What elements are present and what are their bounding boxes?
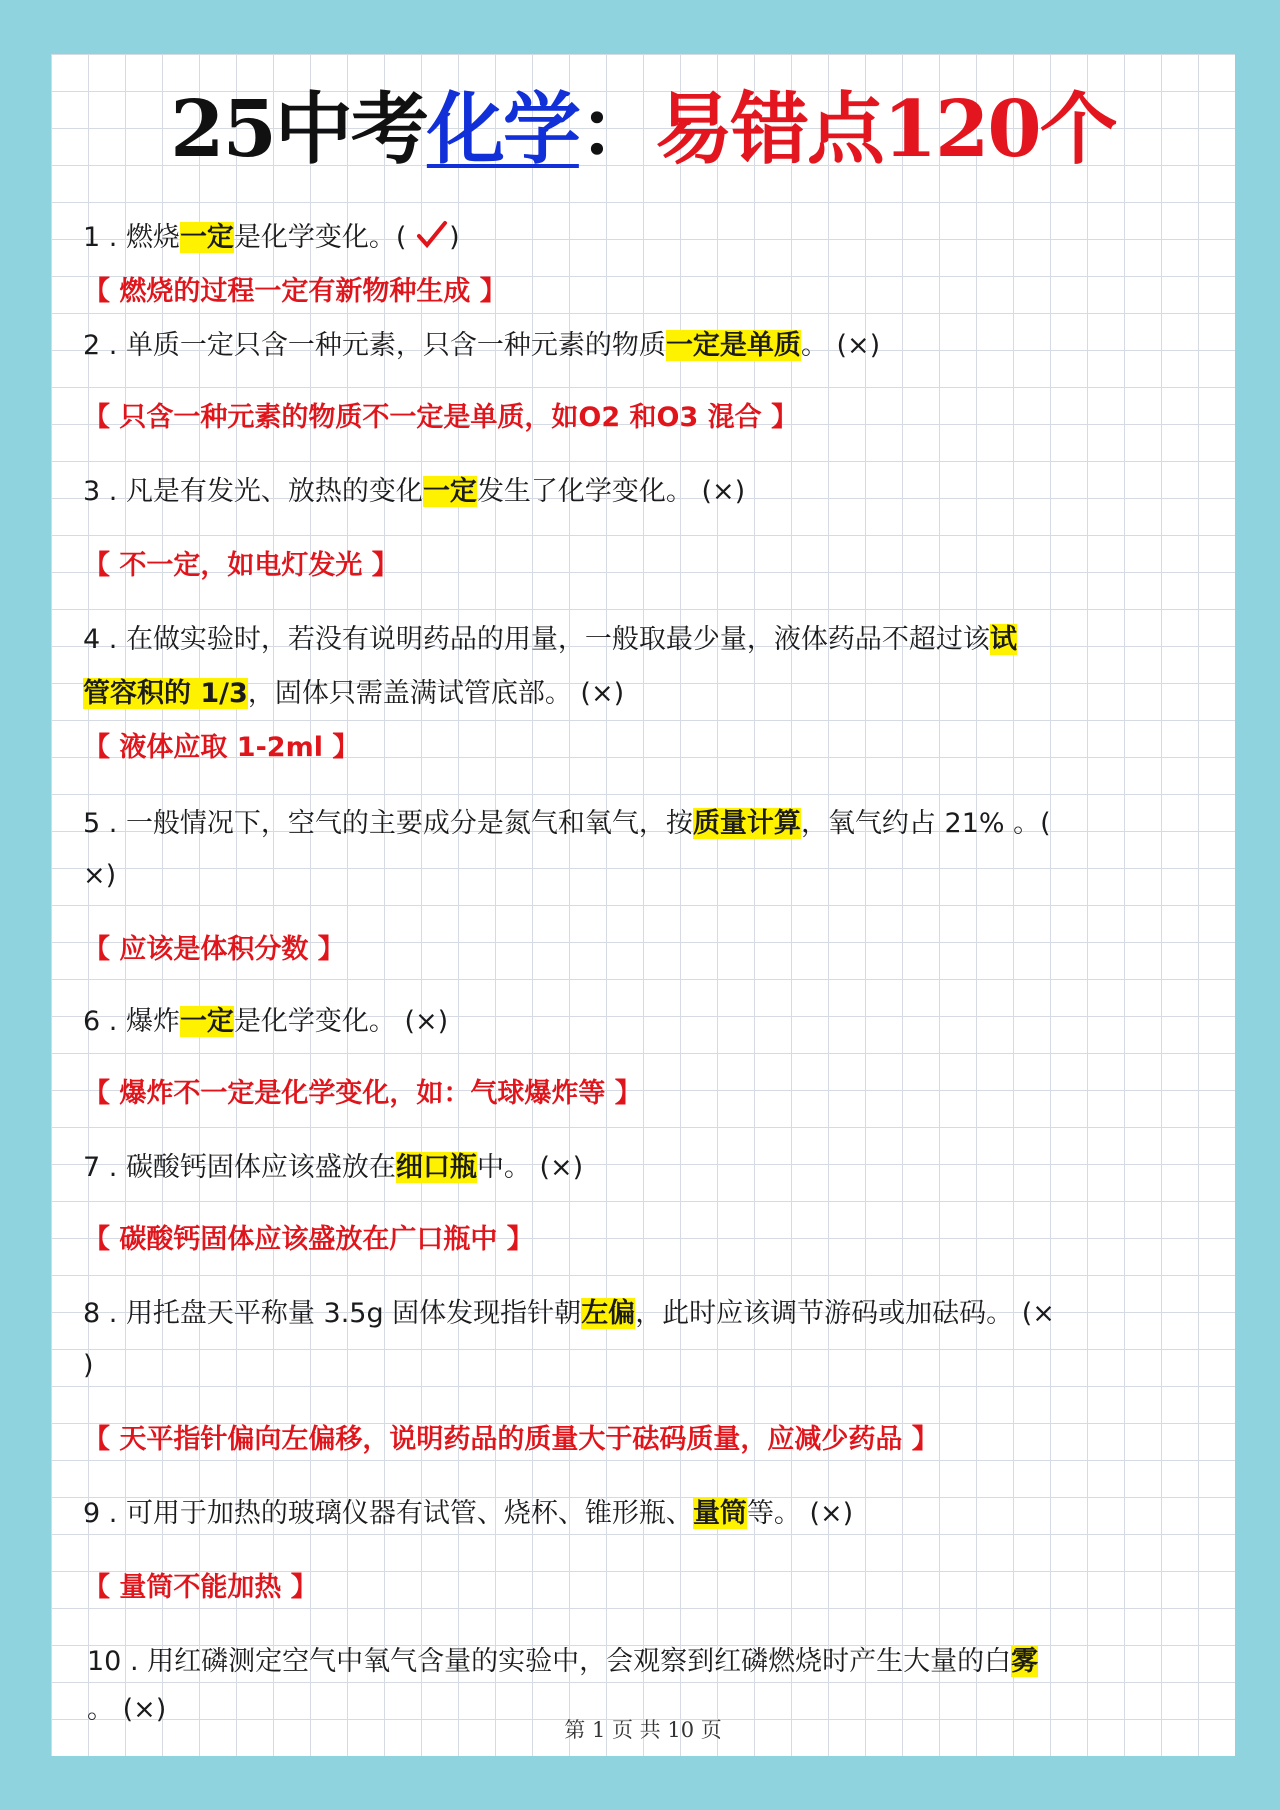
answer-2: 【 只含一种元素的物质不一定是单质，如O2 和O3 混合 】 <box>83 402 799 433</box>
question-text: 用托盘天平称量 3.5g 固体发现指针朝 <box>125 1298 582 1329</box>
answer-1: 【 燃烧的过程一定有新物种生成 】 <box>83 276 507 307</box>
title-colon: ： <box>578 84 655 175</box>
question-text: 爆炸 <box>125 1006 180 1037</box>
question-10 <box>87 1642 1205 1682</box>
question-text: 可用于加热的玻璃仪器有试管、烧杯、锥形瓶、 <box>125 1498 693 1529</box>
question-number: 1 . <box>83 222 126 253</box>
answer-8: 【 天平指针偏向左偏移，说明药品的质量大于砝码质量，应减少药品 】 <box>83 1424 939 1455</box>
question-7 <box>83 1148 1205 1188</box>
answer-7: 【 碳酸钙固体应该盛放在广口瓶中 】 <box>83 1224 534 1255</box>
question-5 <box>83 804 1205 844</box>
page-footer: 第 1 页 共 10 页 <box>564 1718 722 1742</box>
question-number: 8 . <box>83 1298 126 1329</box>
highlight: 量筒 <box>692 1498 747 1529</box>
question-4-continued <box>83 674 1205 714</box>
question-9 <box>83 1494 1205 1534</box>
question-3 <box>83 472 1205 512</box>
question-text: 碳酸钙固体应该盛放在 <box>125 1152 396 1183</box>
question-text: 是化学变化。 (×) <box>233 1006 449 1037</box>
question-1 <box>83 218 1205 258</box>
question-8 <box>83 1294 1205 1334</box>
check-icon <box>415 220 449 250</box>
question-5-continued: ×) <box>83 860 117 891</box>
question-4 <box>83 620 1205 660</box>
highlight: 一定是单质 <box>665 330 801 361</box>
highlight: 一定 <box>179 222 234 253</box>
question-text: 是化学变化。( <box>233 222 416 253</box>
worksheet-page <box>51 54 1235 1756</box>
question-2 <box>83 326 1205 366</box>
question-6 <box>83 1002 1205 1042</box>
question-text: ，氧气约占 21% 。( <box>800 808 1051 839</box>
question-8-continued: ) <box>83 1350 94 1381</box>
highlight: 试 <box>989 624 1017 655</box>
page-title <box>51 80 1235 180</box>
title-topic: 易错点120个 <box>654 84 1116 175</box>
question-text: 用红磷测定空气中氧气含量的实验中，会观察到红磷燃烧时产生大量的白 <box>147 1646 1012 1677</box>
question-number: 9 . <box>83 1498 126 1529</box>
question-text: 在做实验时，若没有说明药品的用量，一般取最少量，液体药品不超过该 <box>125 624 990 655</box>
title-subject: 化学 <box>426 84 579 175</box>
question-number: 6 . <box>83 1006 126 1037</box>
question-text: 中。 (×) <box>476 1152 584 1183</box>
answer-5: 【 应该是体积分数 】 <box>83 934 345 965</box>
question-text: 单质一定只含一种元素，只含一种元素的物质 <box>125 330 666 361</box>
highlight: 细口瓶 <box>395 1152 477 1183</box>
question-text: ，固体只需盖满试管底部。 (×) <box>247 678 625 709</box>
question-text: 凡是有发光、放热的变化 <box>125 476 423 507</box>
question-number: 10 . <box>87 1646 148 1677</box>
question-number: 5 . <box>83 808 126 839</box>
highlight: 一定 <box>422 476 477 507</box>
title-exam: 25中考 <box>170 84 427 175</box>
highlight: 一定 <box>179 1006 234 1037</box>
question-number: 4 . <box>83 624 126 655</box>
question-number: 2 . <box>83 330 126 361</box>
question-text: ，此时应该调节游码或加砝码。 (× <box>635 1298 1055 1329</box>
answer-9: 【 量筒不能加热 】 <box>83 1572 318 1603</box>
answer-4: 【 液体应取 1-2ml 】 <box>83 732 360 763</box>
highlight: 质量计算 <box>692 808 801 839</box>
question-text: 发生了化学变化。 (×) <box>476 476 746 507</box>
question-number: 7 . <box>83 1152 126 1183</box>
question-number: 3 . <box>83 476 126 507</box>
answer-3: 【 不一定，如电灯发光 】 <box>83 550 399 581</box>
highlight: 左偏 <box>581 1298 636 1329</box>
answer-6: 【 爆炸不一定是化学变化，如：气球爆炸等 】 <box>83 1078 642 1109</box>
question-text: ) <box>449 222 460 253</box>
highlight: 雾 <box>1011 1646 1039 1677</box>
question-text: 燃烧 <box>125 222 180 253</box>
question-text: 一般情况下，空气的主要成分是氮气和氧气，按 <box>125 808 693 839</box>
question-text: 等。 (×) <box>746 1498 854 1529</box>
highlight: 管容积的 1/3 <box>83 678 248 709</box>
question-text: 。 (×) <box>800 330 881 361</box>
question-10-continued: 。 (×) <box>87 1694 167 1725</box>
